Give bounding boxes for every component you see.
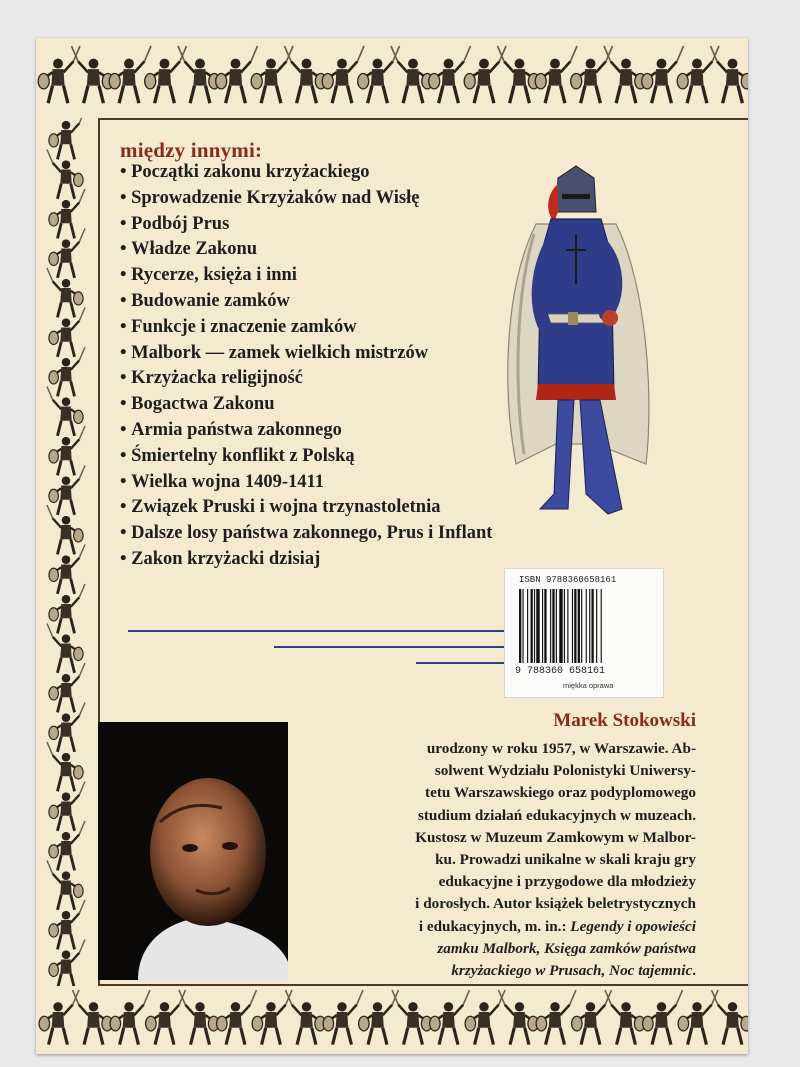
warrior-figure (73, 990, 113, 1045)
topic-item: • Dalsze losy państwa zakonnego, Prus i Inflant (120, 521, 492, 547)
warrior-frieze-bottom (36, 986, 748, 1054)
warrior-figure (712, 990, 749, 1045)
warrior-figure (323, 990, 363, 1045)
warriors-illustration (36, 38, 748, 118)
warrior-figure (109, 46, 151, 103)
warrior-figure (49, 703, 85, 752)
warrior-figure (216, 46, 258, 103)
warrior-figure (643, 990, 683, 1045)
warrior-frieze-top (36, 38, 748, 118)
warrior-figure (285, 46, 327, 103)
warrior-figure (47, 387, 83, 436)
warrior-figure (642, 46, 684, 103)
author-photo (98, 722, 288, 980)
warrior-figure (49, 466, 85, 515)
barcode (517, 589, 651, 665)
topic-list (120, 160, 492, 573)
topic-item: • Władze Zakonu (120, 237, 492, 263)
topic-item: • Początki zakonu krzyżackiego (120, 160, 492, 186)
warrior-figure (604, 46, 646, 103)
frame-line (98, 118, 748, 120)
warrior-figure (677, 46, 719, 103)
warrior-frieze-left (36, 118, 98, 986)
warrior-figure (49, 308, 85, 357)
warrior-figure (47, 861, 83, 910)
warrior-figure (49, 189, 85, 238)
decorative-rule (416, 662, 510, 664)
isbn-number: ISBN 9788360658161 (519, 575, 617, 585)
warrior-figure (572, 990, 612, 1045)
isbn-barcode-label (504, 568, 664, 698)
warrior-figure (49, 118, 85, 159)
topic-item: • Wielka wojna 1409-1411 (120, 470, 492, 496)
author-portrait (98, 722, 288, 980)
bio-line: urodzony w roku 1957, w Warszawie. Ab- (426, 740, 696, 757)
warrior-figure (49, 347, 85, 396)
warrior-figure (678, 990, 718, 1045)
bio-line: studium działań edukacyjnych w muzeach. (417, 806, 696, 824)
warrior-figure (47, 624, 83, 673)
decorative-rule (128, 630, 510, 632)
warriors-illustration (36, 118, 98, 986)
warrior-figure (391, 46, 433, 103)
warrior-figure (252, 990, 292, 1045)
warrior-figure (49, 940, 85, 987)
warrior-figure (464, 46, 506, 103)
book-back-cover (36, 38, 748, 1054)
topic-item: • Budowanie zamków (120, 289, 492, 315)
warrior-figure (47, 268, 83, 317)
warrior-figure (72, 46, 114, 103)
contents-heading: między innymi: (120, 138, 263, 162)
bio-line (316, 960, 696, 982)
topic-item: • Związek Pruski i wojna trzynastoletnia (120, 495, 492, 521)
warrior-figure (498, 46, 540, 103)
warrior-figure (465, 990, 505, 1045)
warrior-figure (217, 990, 257, 1045)
warrior-figure (535, 46, 577, 103)
warrior-figure (359, 990, 399, 1045)
warrior-figure (47, 150, 83, 199)
warriors-illustration (36, 986, 748, 1054)
topic-item: • Śmiertelny konflikt z Polską (120, 444, 492, 470)
topic-item: • Zakon krzyżacki dzisiaj (120, 547, 492, 573)
topic-item: • Malbork — zamek wielkich mistrzów (120, 341, 492, 367)
warrior-figure (605, 990, 645, 1045)
warrior-figure (430, 990, 470, 1045)
bio-line: ku. Prowadzi unikalne w skali kraju gry (435, 851, 696, 869)
warrior-figure (178, 46, 220, 103)
topic-item: • Sprowadzenie Krzyżaków nad Wisłę (120, 186, 492, 212)
warrior-figure (110, 990, 150, 1045)
warrior-figure (571, 46, 613, 103)
bio-line (316, 916, 696, 938)
warrior-figure (49, 821, 85, 870)
author-bio (316, 738, 696, 982)
work-title: Legendy i opowieści (570, 917, 696, 935)
warrior-figure (38, 46, 80, 103)
warrior-figure (49, 426, 85, 475)
frame-line (98, 984, 748, 986)
barcode-digits: 9 788360 658161 (515, 666, 606, 677)
warrior-figure (47, 742, 83, 791)
warrior-figure (145, 46, 187, 103)
warrior-figure (39, 990, 79, 1045)
bio-text: i edukacyjnych, m. in.: (418, 917, 567, 935)
topic-item: • Bogactwa Zakonu (120, 392, 492, 418)
warrior-figure (179, 990, 219, 1045)
warrior-figure (392, 990, 432, 1045)
warrior-figure (49, 900, 85, 949)
topic-item: • Krzyżacka religijność (120, 366, 492, 392)
warrior-figure (49, 545, 85, 594)
author-name: Marek Stokowski (553, 710, 696, 731)
bio-line: solwent Wydziału Polonistyki Uniwersy- (434, 762, 696, 780)
warrior-figure (429, 46, 471, 103)
warrior-figure (47, 505, 83, 554)
work-title: zamku Malbork, Księga zamków państwa (437, 939, 696, 957)
decorative-rule (274, 646, 510, 648)
bio-line: tetu Warszawskiego oraz podyplomowego (425, 784, 696, 802)
warrior-figure (49, 663, 85, 712)
warrior-figure (499, 990, 539, 1045)
teutonic-knight-illustration (496, 164, 656, 529)
bio-line: Kustosz w Muzeum Zamkowym w Malbor- (415, 828, 696, 846)
work-title: krzyżackiego w Prusach, Noc tajemnic (451, 962, 693, 980)
bio-line: i dorosłych. Autor książek beletrystycznych (415, 895, 696, 913)
topic-item: • Armia państwa zakonnego (120, 418, 492, 444)
topic-item: • Funkcje i znaczenie zamków (120, 315, 492, 341)
topic-item: • Podbój Prus (120, 212, 492, 238)
warrior-figure (49, 584, 85, 633)
bio-line: edukacyjne i przygodowe dla młodzieży (438, 873, 696, 891)
topic-item: • Rycerze, księża i inni (120, 263, 492, 289)
warrior-figure (49, 782, 85, 831)
warrior-figure (358, 46, 400, 103)
warrior-figure (286, 990, 326, 1045)
warrior-figure (251, 46, 293, 103)
warrior-figure (536, 990, 576, 1045)
warrior-figure (322, 46, 364, 103)
cover-type-label: miękka oprawa (563, 681, 614, 690)
warrior-figure (49, 229, 85, 278)
bio-text: . (692, 962, 696, 980)
warrior-figure (146, 990, 186, 1045)
